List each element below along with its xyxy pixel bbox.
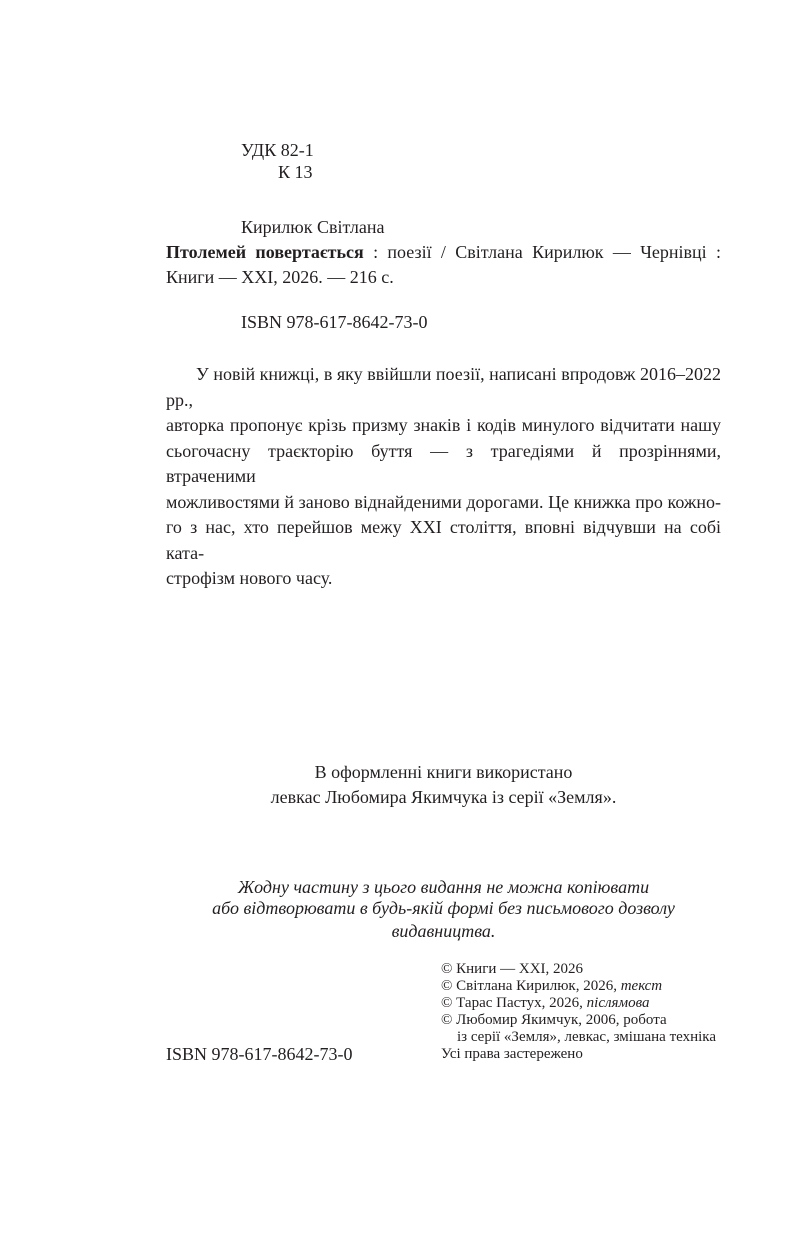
- copyright-artwork: © Любомир Якимчук, 2006, робота: [441, 1012, 667, 1028]
- copyright-afterword: [441, 995, 650, 1012]
- copyright-afterword-role: післямова: [586, 995, 650, 1011]
- book-title: Птолемей повертається: [166, 242, 364, 262]
- rights-note-line: або відтворювати в будь-якій формі без письмового дозволу видавництва.: [212, 898, 675, 941]
- annotation-line: авторка пропонує крізь призму знаків і кодів минулого відчитати нашу: [166, 415, 721, 435]
- copyright-publisher: © Книги — XXI, 2026: [441, 961, 584, 977]
- copyright-author-main: © Світлана Кирилюк, 2026,: [441, 978, 621, 994]
- annotation-line: можливостями й заново віднайденими дорогами. Це книжка про кожно-: [166, 491, 721, 512]
- all-rights-reserved: Усі права застережено: [441, 1046, 583, 1062]
- annotation-line: У новій книжці, в яку ввійшли поезії, написані впродовж 2016–2022 рр.,: [166, 364, 721, 410]
- title-rest: : поезії / Світлана Кирилюк — Чернівці :: [363, 242, 721, 262]
- isbn-bottom: ISBN 978-617-8642-73-0: [166, 1044, 353, 1064]
- design-note-line: В оформленні книги використано: [314, 762, 573, 782]
- copyright-author: [441, 978, 662, 995]
- udk-code: УДК 82-1: [241, 140, 314, 160]
- annotation: [166, 362, 721, 592]
- publisher-line: Книги — XXI, 2026. — 216 с.: [166, 267, 394, 287]
- annotation-line: го з нас, хто перейшов межу XXI століття, вповні відчувши на собі ката-: [166, 517, 721, 563]
- copyright-artwork-detail: із серії «Земля», левкас, змішана техніка: [457, 1029, 717, 1045]
- author-name: Кирилюк Світлана: [241, 217, 385, 237]
- design-note-line: левкас Любомира Якимчука із серії «Земля».: [270, 787, 617, 807]
- annotation-line: строфізм нового часу.: [166, 568, 333, 588]
- isbn-top: ISBN 978-617-8642-73-0: [241, 312, 428, 332]
- bibliographic-title-line: [166, 239, 721, 265]
- copyright-author-role: текст: [620, 978, 663, 994]
- copyright-afterword-main: © Тарас Пастух, 2026,: [441, 995, 587, 1011]
- annotation-line: сьогочасну траєкторію буття — з трагедіями й прозріннями, втраченими: [166, 440, 721, 486]
- rights-note-line: Жодну частину з цього видання не можна копіювати: [237, 877, 650, 897]
- author-mark: К 13: [278, 162, 313, 182]
